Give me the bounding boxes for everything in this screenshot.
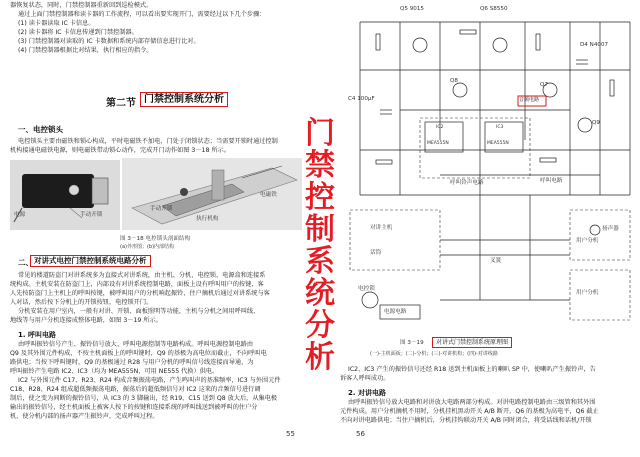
transistor-q5: [413, 38, 427, 52]
intro-line: (2) 读卡器将 IC 卡信息传递到门禁控制器。: [18, 29, 138, 36]
section-prefix: 第二节: [106, 98, 136, 109]
q6-label: Q6 S8550: [480, 6, 508, 12]
sub2-line: 人先按防盗门上主机上的呼叫按键，被呼叫用户的分机响起振铃，住户摘机后通过对讲系统与客: [10, 290, 270, 297]
ic3-chip: [485, 122, 523, 152]
sub3-title: 1. 呼叫电路: [18, 331, 56, 339]
sub1-line: 机构接通电磁铁电源，则电磁铁带动锁心动作，完成开门动作如图 3－18 所示。: [10, 147, 230, 154]
sub2-prefix: 二、: [18, 258, 33, 267]
user-extension-box-1: [570, 210, 630, 260]
sub3-line: 机，使分机内部的扬声器产生振铃声，完成呼叫过程。: [10, 413, 159, 420]
left-page: [0, 0, 300, 457]
circuit-diagram: [340, 0, 640, 340]
sub2-title-box: [30, 255, 151, 267]
speaker-label: 扬声器: [602, 226, 619, 232]
vertical-title: [300, 118, 340, 374]
power-label: 电源: [14, 212, 26, 218]
right-body-line: IC2、IC3 产生的振铃信号还经 R18 送到主机面板上的喇叭 SP 中，使喇叭产生振铃声，告: [348, 366, 596, 373]
sub1-title: 一、电控锁头: [18, 125, 63, 134]
user-ext-label-2: 用户分机: [576, 290, 599, 296]
figure2-caption: 图 3－19: [400, 340, 424, 346]
ic2-part-label: MEA555N: [427, 141, 449, 146]
ic2-chip: [425, 122, 463, 152]
sub3-line: C18、R28、R24 组成超低频振荡电路，振荡后的超低频信号对 IC2 这来的音频信号进行调: [10, 386, 261, 393]
transistor-q8: [453, 83, 467, 97]
right-page: [340, 0, 640, 457]
lock-bolt: [92, 178, 108, 204]
sub2-line: 常见的楼道防盗门对讲系统多为直接式对讲系统，由主机、分机、电控锁、电源盒和连接系: [18, 272, 266, 279]
right-sub-line: 元件构成。用户分机摘机不用时，分机挂机黑动开关 A/B 断开，Q6 的基极为高电平，Q6 截止: [340, 408, 599, 415]
vertical-title-char: 统: [305, 276, 335, 311]
intercom-host-label: 对讲主机: [370, 225, 393, 231]
section-title: [106, 94, 136, 109]
lock-exterior-photo: [10, 160, 120, 230]
lock-label: 电控锁: [358, 286, 375, 292]
right-body-line: 诉客人呼叫成功。: [340, 375, 390, 382]
sub2-line: 统构成。主机安装在防盗门上，内部设有对讲系统控制电路，面板上设有呼叫用户的按键，客: [10, 281, 264, 288]
q7-label: Q7: [540, 82, 548, 88]
page-number-right: 56: [356, 430, 365, 438]
sub2-line: 分机安装在用户室内，一般有对讲、开锁、面板照明等功能，主机与分机之间用呼叫线、: [18, 308, 260, 315]
vertical-title-char: 制: [305, 212, 335, 247]
sub3-line: Q9 及其外围元件构成，不按主机面板上的呼叫键时，Q9 的基极为高电位而截止，不向呼叫电: [10, 350, 267, 357]
q8-label: Q8: [450, 78, 458, 84]
sub2-line: 地线等与用户分机连接成整体电路，如图 3－19 所示。: [10, 317, 162, 324]
intro-line: (1) 读卡器读取 IC 卡信息。: [18, 20, 95, 27]
sub3-line: 由呼叫振铃信号产生、振铃信号放大、呼叫电源控制等电路构成。呼叫电源控制电路由: [18, 341, 254, 348]
right-sub-line: 不向对讲电路供电；当住户摘机后，分机挂钩联动开关 A/B 同时闭合，将受话线和话机/开锁: [340, 417, 592, 424]
sub2-line: 人对话，然后按下分机上的开锁按钮，电控锁开门。: [10, 299, 153, 306]
audio-circuit-label: 音频电路: [519, 97, 540, 103]
section-title-box: [140, 92, 228, 107]
mic-label: 话筒: [370, 250, 382, 256]
right-sub-title: 2. 对讲电路: [348, 389, 386, 397]
ic3-part-label: MEA555N: [487, 141, 509, 146]
d4-label: D4 N4007: [580, 42, 609, 48]
intercom-host-box: [350, 210, 440, 270]
section-title-text: 门禁控制系统分析: [144, 94, 224, 105]
transistor-q9: [578, 118, 592, 132]
lock-symbol: [362, 292, 378, 308]
intro-line: 器恢复状态，同时，门禁控制器重新回到巡检模式。: [10, 2, 153, 9]
intro-line: (3) 门禁控制器对读取的 IC 卡数据和系统内部存储信息进行比对。: [18, 38, 200, 45]
ringing-circuit-label: 呼叫铃声电路: [450, 180, 484, 186]
hook-switch-label: 叉簧: [490, 258, 502, 264]
vertical-title-char: 分: [305, 308, 335, 343]
sub3-line: 呼叫振铃产生电路 IC2、IC3（均为 MEA555N，可用 NE555 代换）供电。: [10, 368, 219, 375]
power-circuit-label: 电源电路: [384, 309, 407, 315]
user-ext-label-1: 用户分机: [576, 238, 599, 244]
figure1-caption: 图 3－18 电控锁头剖面结构: [120, 236, 191, 242]
vertical-title-char: 系: [305, 244, 335, 279]
sub2-title-text: 对讲式电控门禁控制系统电路分析: [34, 256, 147, 265]
intro-line: (4) 门禁控制器根据比对结果，执行相应的指令。: [18, 47, 153, 54]
sub3-line: 制后，使之变为间断的振铃信号，从 IC3 的 3 脚输出，经 R19、C15 送到 Q8 放大后，从集电极: [10, 395, 278, 402]
ic2-label: IC2: [436, 125, 444, 130]
calling-circuit-label: 呼叫电路: [540, 178, 563, 184]
manual-switch-label-2: 手动开锁: [150, 206, 173, 212]
right-sub-line: 由呼叫振铃信号放大电路和对讲放大电路两部分构成。对讲电路控制电路由三级管和其外围: [348, 399, 596, 406]
vertical-title-char: 析: [305, 340, 335, 375]
actuator-label: 执行机构: [196, 216, 219, 222]
vertical-title-char: 禁: [305, 148, 335, 183]
c4-label: C4 100μF: [348, 96, 375, 102]
sub3-line: IC2 与外围元件 C17、R23、R24 构成音频振荡电路，产生鸣叫声的基准频率，IC3 与外围元件: [18, 377, 281, 384]
speaker-symbol: [590, 225, 600, 235]
figure2-caption-box: [432, 337, 512, 348]
lock-knob: [69, 185, 79, 195]
figure1-subcaption: (a)外形图；(b)内部结构: [120, 244, 175, 250]
lock-body: [22, 174, 94, 208]
vertical-title-char: 门: [305, 116, 335, 151]
sub3-line: 路供电；当按下呼叫键时，Q9 的基极通过 R28 与用户分机的呼叫信号线连接而导通，为: [10, 359, 254, 366]
ic3-label: IC3: [496, 125, 504, 130]
q5-label: Q5 9015: [400, 6, 424, 12]
page-number-left: 55: [286, 430, 295, 438]
intro-line: 通过上面门禁控制器和读卡器的工作流程，可以看出要实现开门，需要经过以下几个步骤：: [18, 11, 266, 18]
manual-switch-label: 手动开锁: [80, 212, 103, 218]
sub1-line: 电控锁头主要由磁铁和锁心构成，平时电磁铁不加电，门处于闭锁状态；当需要开锁时通过控制: [18, 138, 278, 145]
transistor-q6: [493, 38, 507, 52]
q9-label: Q9: [592, 120, 600, 126]
figure2-caption-text: 对讲式门禁控制系统原理图: [436, 339, 509, 346]
magnet-label: 电磁铁: [260, 192, 277, 198]
figure2-subcaption: (一)-主机面板；(二)-分机；(三)-对讲机构；(四)-对讲线路: [370, 351, 498, 357]
vertical-title-char: 控: [305, 180, 335, 215]
sub3-line: 输出的振铃信号，经主机面板上被客人按下的按键和连接系统的呼叫线送到被呼叫的住户分: [10, 404, 258, 411]
